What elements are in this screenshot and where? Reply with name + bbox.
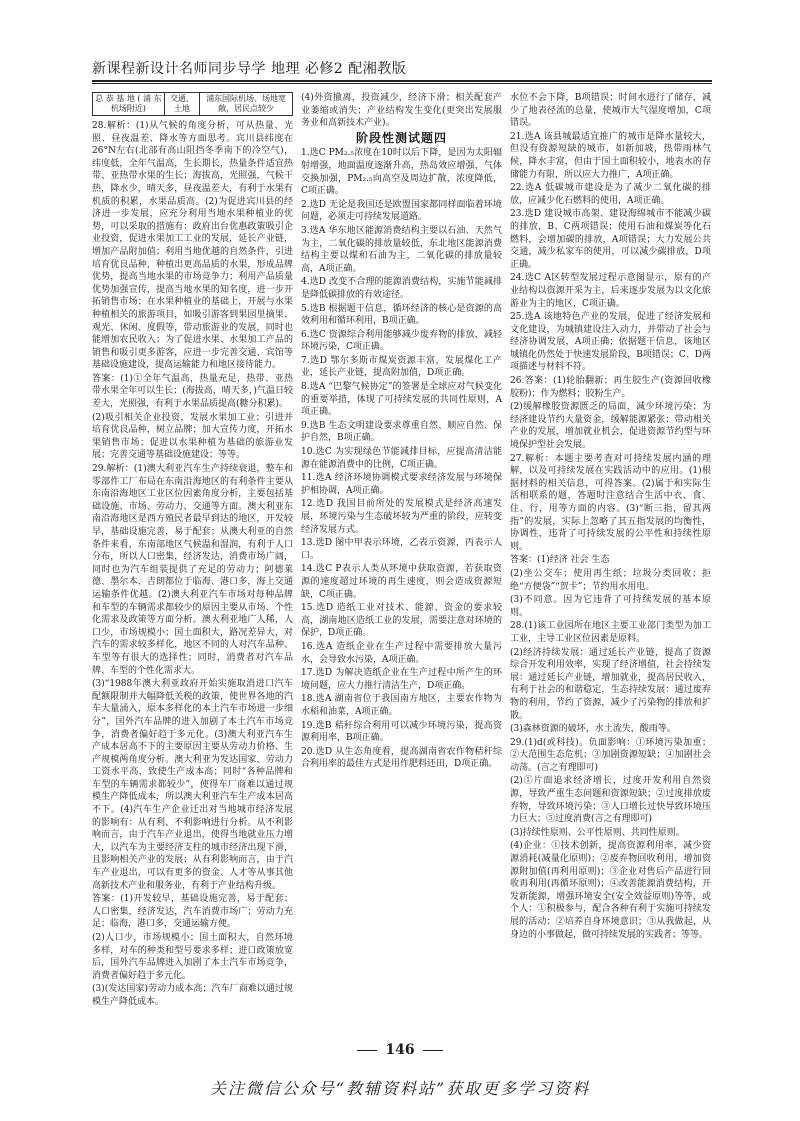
column-middle (301, 92, 502, 1032)
page-header: 新课程新设计名师同步导学 地理 必修2 配湘教版 (92, 61, 407, 77)
paragraph: 7.选D 鄂尔多斯市煤炭资源丰富，发展煤化工产业，延长产业链，提高附加值，D项正确。 (301, 355, 502, 379)
header-rule (92, 80, 712, 82)
paragraph: (4)企业：①技术创新，提高资源利用率，减少资源消耗(减量化原则)；②废弃物回收利用，增加资源附加值(再利用原则)；③企业对售后产品进行回收再利用(再循环原则)；④改善能源消费结构，开发新能源，增强环境安全(安全效益原则)等等，或个人：①积极参与，配合各种有利于实施可持续发展的活动；②培养自身环境意识；③从我做起，从身边的小事做起，做可持续发展的实践者；等等。 (510, 841, 711, 940)
column-right (510, 92, 711, 1032)
paragraph: (3)森林资源的破坏，水土流失，酸雨等。 (510, 724, 676, 735)
paragraph: 16.选A 造纸企业在生产过程中需要排放大量污水，会导致水污染，A项正确。 (301, 641, 502, 665)
paragraph: (2)①片面追求经济增长，过度开发利用自然资源，导致严重生态问题和资源短缺；②过度排放废弃物，导致环境污染；③人口增长过快导致环境压力巨大；⑤过度消费(言之有理即可) (510, 776, 711, 825)
paragraph: (3)不同意。因为它违背了可持续发展的基本原则。 (510, 595, 711, 618)
paragraph: 12.选D 我国目前所处的发展模式是经济高速发展，环境污染与生态破坏较为严重的阶段，应转变经济发展方式。 (301, 499, 502, 535)
info-table (92, 92, 293, 116)
paragraph: 答案：(1)开发较早，基础设施完善，易于配套；人口密集，经济发达，汽车消费市场广；劳动力充足；临海，港口多，交通运输方便。 (92, 894, 293, 930)
paragraph: 答案：(1)①全年气温高，热量充足，热带、亚热带水果全年可以生长；(海拔高，晴天多，)气温日较差大，光照强，有利于水果品质提高(糖分积累)。 (92, 373, 293, 410)
paragraph: 8.选A “巴黎气候协定”的签署是全球应对气候变化的重要举措，体现了可持续发展的共同性原则，A项正确。 (301, 382, 502, 418)
table-cell: 交通、土地 (164, 93, 199, 116)
paragraph: 29.解析：(1)澳大利亚汽车生产持续衰退，整车和零部件工厂布局在东南沿海地区的有利条件主要从东南沿海地区工业区位因素角度分析，主要包括基础设施、市场、劳动力、交通等方面。澳大利亚东南沿海地区是西方殖民者最早到达的地区，开发较早，基础设施完善，易于配套；从澳大利亚的自然条件来看，东南部地区气候温和湿润，有利于人口分布，所以人口密集，经济发达，消费市场广阔，同时也为汽车组装提供了充足的劳动力；阿德莱德、墨尔本、吉朗都位于临海、港口多，海上交通运输条件优越。(2)澳大利亚汽车市场对每种品牌和车型的车辆需求都较少的原因主要从市场、个性化需求及政策等方面分析。澳大利亚地广人稀，人口少，市场规模小；国土面积大，路况差异大，对汽车的需求较多样化，地区不同的人对汽车品种、车型等有很大的选择性；同时，消费者对汽车品牌、车型的个性化需求大。 (92, 464, 293, 676)
table-cell: 浦东国际机场、场地宽敞，居民点较少 (200, 93, 293, 116)
paragraph: 19.选B 秸秆综合利用可以减少环境污染，提高资源利用率，B项正确。 (301, 720, 502, 744)
paragraph: 29.(1)d(或科技)。负面影响：①环境污染加重；②大范围生态危机；③加剧资源短缺；④加剧社会动荡。(言之有理即可) (510, 737, 711, 773)
paragraph: (2)吸引相关企业投资，发展水果加工业；引进并培育优良品种，树立品牌；加大宣传力度，开拓水果销售市场；促进以水果种植为基础的旅游业发展；完善交通等基础设施建设；等等。 (92, 412, 293, 461)
paragraph: 10.选C 为实现绿色节能减排目标，应提高清洁能源在能源消费中的比例，C项正确。 (301, 447, 502, 470)
paragraph: 14.选C P表示人类从环境中获取资源，若获取资源的速度超过环境的再生速度，则会造成资源短缺，C项正确。 (301, 564, 502, 600)
footer-note: 关注微信公众号“教辅资料站”获取更多学习资料 (209, 1079, 591, 1098)
paragraph: 23.选D 建设城市高架、建设海绵城市不能减少碳的排放，B、C两项错误；使用石油和煤炭等化石燃料，会增加碳的排放，A项错误；大力发展公共交通，减少私家车的使用，可以减少碳排放，D项正确。 (510, 209, 711, 270)
paragraph: (2)缓解橡胶资源匮乏的局面，减少环境污染；为经济建设节约大量资金，缓解能源紧张；带动相关产业的发展，增加就业机会，促进资源节约型与环境保护型社会发展。 (510, 402, 711, 451)
paragraph: 6.选C 资源综合利用能够减少废弃物的排放，减轻环境污染，C项正确。 (301, 329, 502, 353)
paragraph: 5.选B 根据题干信息，循环经济的核心是资源的高效利用和循环利用，B项正确。 (301, 303, 502, 327)
paragraph: 答案：(1)经济 社会 生态 (510, 555, 610, 566)
paragraph: 2.选D 无论是我国还是欧盟国家都同样面临着环境问题，必须走可持续发展道路。 (301, 199, 502, 223)
table-row (93, 93, 293, 116)
table-cell: 总 恭 基 地 ( 浦 东 机场附近) (93, 93, 165, 116)
paragraph: 20.选D 从生态角度看，提高湖南省农作物秸秆综合利用率的最佳方式是用作肥料还田，D项正确。 (301, 746, 502, 770)
paragraph: 27.解析：本题主要考查对可持续发展内涵的理解，以及可持续发展在实践活动中的应用。(1)根据材料的相关信息，可得答案。(2)属于和实际生活相联系的题，答题时注意结合生活中衣、食、住、行，用等方面的内容。(3)“断三指，留其两指”的发展，实际上忽略了其五指发展的均衡性，协调性，违背了可持续发展的公平性和持续性原则。 (510, 453, 711, 552)
paragraph: 水位不会下降，B项错误；时间水进行了储存，减少了地表径流的总量，使城市大气湿度增加，C项错误。 (510, 93, 711, 129)
paragraph: 28.(1)该工业园所在地区主要工业部门类型为加工工业，主导工业区位因素是原料。 (510, 621, 711, 644)
paragraph: (3)持续性原则、公平性原则、共同性原则。 (510, 827, 685, 838)
page-number-value: 146 (385, 1042, 415, 1058)
paragraph: (2)经济持续发展：通过延长产业链，提高了资源综合开发利用效率，实现了经济增值，社会持续发展：通过延长产业链，增加就业，提高居民收入，有利于社会的和谐稳定，生态持续发展：通过废弃物的利用，节约了资源，减少了污染物的排放和扩散。 (510, 647, 711, 721)
header-rule-thin (92, 83, 712, 84)
page-number-dash (423, 1050, 443, 1051)
paragraph: 9.选B 生态文明建设要求尊重自然、顺应自然、保护自然，B项正确。 (301, 420, 502, 444)
page-number (0, 1042, 800, 1058)
paragraph: 22.选A 低碳城市建设是为了减少二氧化碳的排放，应减少化石燃料的使用，A项正确。 (510, 183, 711, 206)
paragraph: 18.选A 湖南省位于我国南方地区，主要农作物为水稻和油菜，A项正确。 (301, 694, 502, 717)
paragraph: 17.选D 为解决造纸企业在生产过程中所产生的环境问题，应大力推行清洁生产，D项正确。 (301, 668, 502, 691)
paragraph: (2)人口少，市场规模小；国土面积大，自然环境多样，对车的种类和型号要求多样；进口政策放宽后，国外汽车品牌进入加剧了本土汽车市场竞争，消费者偏好趋于多元化。 (92, 933, 293, 981)
paragraph: 3.选A 华东地区能源消费结构主要以石油、天然气为主，二氧化碳的排放量较低，东北地区能源消费结构主要以煤和石油为主，二氧化碳的排放量较高，A项正确。 (301, 225, 502, 274)
column-left (92, 92, 293, 1032)
paragraph: 4.选D 改变不合理的能源消费结构，实施节能减排是降低碳排放的有效途径。 (301, 277, 502, 300)
page-number-dash (357, 1050, 377, 1051)
paragraph: 15.选D 造纸工业对技术、能源、资金的要求较高，湖南地区造纸工业的发展，需要注意对环境的保护，D项正确。 (301, 603, 502, 639)
paragraph: 25.选A 该地特色产业的发展，促进了经济发展和文化建设，为城镇建设注入动力，并带动了社会与经济协调发展，A项正确；依据题干信息，该地区城镇化仍然处于快速发展阶段，B项错误；C、D两项描述与材料不符。 (510, 312, 711, 373)
paragraph: 24.选C A区转型发展过程示意图显示，原有的产业结构以资源开采为主，后来逐步发展为以文化旅游业为主的地区，C项正确。 (510, 273, 711, 309)
paragraph: (3)“1988年澳大利亚政府开始实施取消进口汽车配额限制并大幅降低关税的政策，使世界各地的汽车大量涌入，原本多样化的本土汽车市场进一步细分”，国外汽车品牌的进入加剧了本土汽车市场竞争，消费者偏好趋于多元化。(3)澳大利亚汽车生产成本居高不下的主要原因主要从劳动力价格、生产规模两角度分析。澳大利亚为发达国家，劳动力工资水平高，致使生产成本高；同时“各种品牌和车型的车辆需求都较少”，使得车厂商难以通过规模生产降低成本，所以澳大利亚汽车生产成本居高不下。(4)汽车生产企业迁出对当地城市经济发展的影响有：从有利、不利影响进行分析。从不利影响而言，由于汽车产业退出，使得当地就业压力增大，以汽车为主要经济支柱的城市经济出现下滑，且影响相关产业的发展；从有利影响而言，由于汽车产业退出，可以有更多的资金、人才等从事其他高新技术产业和服务业，有利于产业结构升级。 (92, 679, 293, 891)
paragraph: 26.答案：(1)轮胎翻新；再生胶生产(资源回收橡胶粉)；作为燃料；胶粉生产。 (510, 376, 711, 399)
paragraph: 11.选A 经济环境协调模式要求经济发展与环境保护相协调，A项正确。 (301, 473, 502, 496)
paragraph: 28.解析：(1)从气候的角度分析，可从热量、光照、昼夜温差、降水等方面思考。宾川县纬度在26°N左右(北部有高山阻挡冬季南下的冷空气)，纬度低，全年气温高，生长期长，热量条件适宜热带、亚热带水果的生长；海拔高，光照强，气候干热，降水少，晴天多，昼夜温差大，有利于水果有机质的积累，水果品质高。(2)为促进宾川县的经济进一步发展，应充分利用当地水果种植业的优势，可以采取的措施有：政府出台优惠政策吸引企业投资，促进水果加工工业的发展，延长产业链，增加产品附加值；利用当地优越的自然条件，引进培育优良品种，种植出更高品质的水果，形成品牌优势，提高当地水果的市场竞争力；利用产品质量优势加强宣传，提高当地水果的知名度，进一步开拓销售市场；在水果种植业的基础上，开展与水果种植相关的旅游项目，如吸引游客到果园里摘果、观光、休闲、度假等，带动旅游业的发展，同时也能增加农民收入；为了促进水果、水果加工产品的销售和吸引更多游客，应进一步完善交通、宾馆等基础设施建设，提高运输能力和地区接待能力。 (92, 121, 293, 371)
content-columns (92, 92, 712, 1032)
paragraph: (3)(发达国家)劳动力成本高；汽车厂商难以通过规模生产降低成本。 (92, 984, 293, 1007)
paragraph: 21.选A 该县城最适宜推广的城市是降水量较大，但没有资源短缺的城市，如新加坡，热带雨林气候，降水丰富，但由于国土面积较小，地表水的存储能力有限，所以应大力推广，A项正确。 (510, 131, 711, 180)
paragraph: 13.选D 图中甲表示环境，乙表示资源，丙表示人口。 (301, 538, 502, 561)
paragraph: (2)坐公交车；使用再生纸；垃圾分类回收；拒绝“方便袋”“贺卡”；节约用水用电。 (510, 568, 711, 592)
paragraph: 1.选C PM₂.₅浓度在10时以后下降，是因为太阳辐射增强，地面温度逐渐升高，热岛效应增强，气体交换加强，PM₂.₅向高空及周边扩散，浓度降低，C项正确。 (301, 148, 502, 197)
section-title: 阶段性测试题四 (355, 130, 447, 145)
paragraph: (4)外资撤离，投资减少，经济下滑；相关配套产业萎缩或消失；产业结构发生变化(更突出发展服务业和高新技术产业)。 (301, 93, 502, 129)
